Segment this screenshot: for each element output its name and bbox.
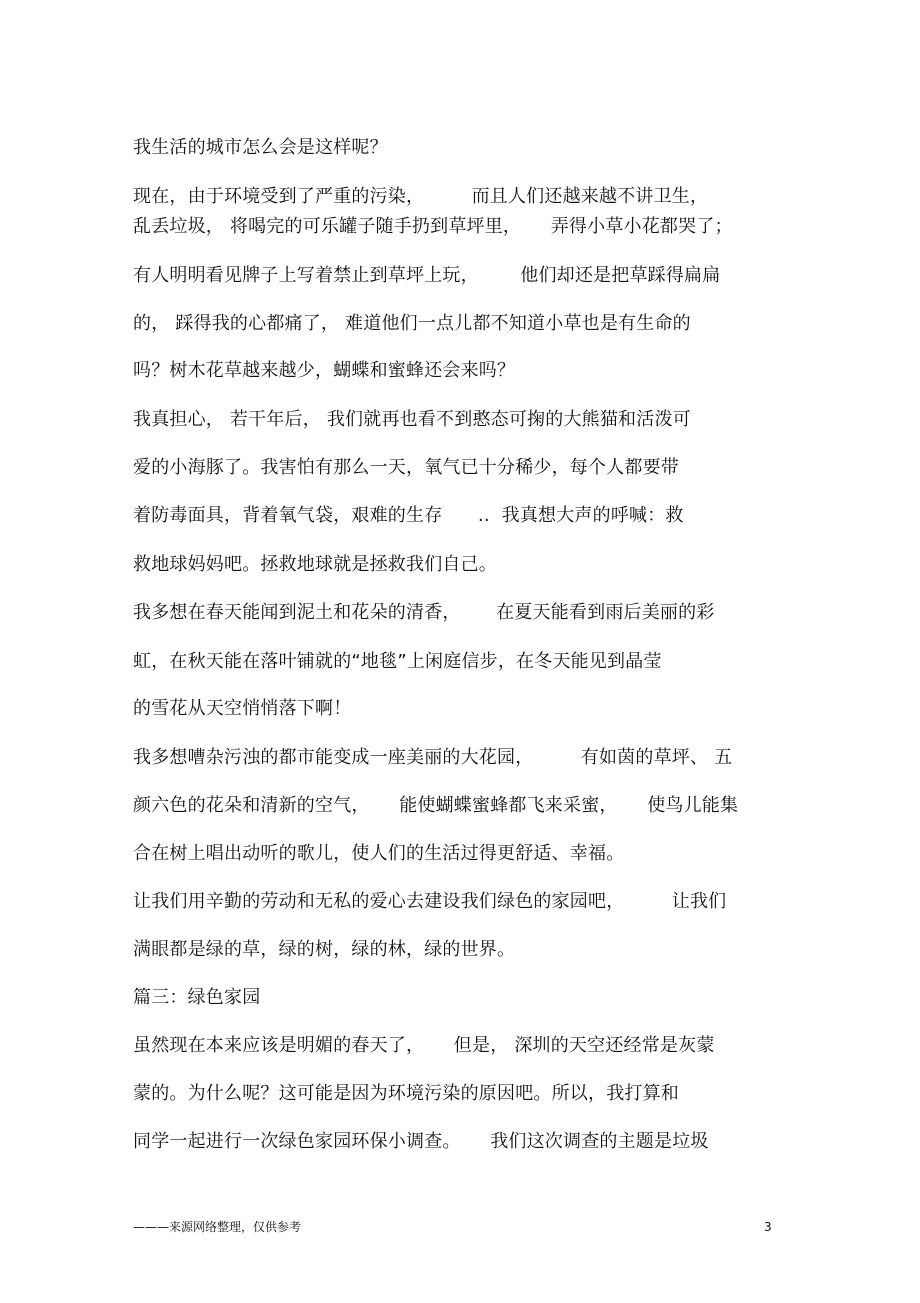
- text-line: 虹，在秋天能在落叶铺就的“地毯”上闲庭信步，在冬天能见到晶莹: [133, 651, 662, 672]
- text-line: 合在树上唱出动听的歌儿，使人们的生活过得更舒适、幸福。: [133, 843, 625, 864]
- text-line: 有人明明看见牌子上写着禁止到草坪上玩， 他们却还是把草踩得扁扁: [133, 265, 721, 286]
- text-line: 的， 踩得我的心都痛了， 难道他们一点儿都不知道小草也是有生命的: [133, 313, 691, 334]
- text-line: 让我们用辛勤的劳动和无私的爱心去建设我们绿色的家园吧， 让我们: [133, 891, 727, 912]
- section-heading: 篇三：绿色家园: [133, 987, 261, 1008]
- page-number: 3: [764, 1220, 772, 1234]
- text-line: 着防毒面具，背着氧气袋，艰难的生存 .. 我真想大声的呼喊：救: [133, 505, 684, 526]
- text-line: 蒙的。为什么呢？这可能是因为环境污染的原因吧。所以，我打算和: [133, 1083, 679, 1104]
- text-line: 我真担心， 若干年后， 我们就再也看不到憨态可掬的大熊猫和活泼可: [133, 409, 691, 430]
- text-line: 同学一起进行一次绿色家园环保小调查。 我们这次调查的主题是垃圾: [133, 1131, 709, 1152]
- text-line: 满眼都是绿的草，绿的树，绿的林，绿的世界。: [133, 939, 516, 960]
- text-line: 乱丢垃圾， 将喝完的可乐罐子随手扔到草坪里， 弄得小草小花都哭了；: [133, 216, 733, 237]
- text-line: 我多想在春天能闻到泥土和花朵的清香， 在夏天能看到雨后美丽的彩: [133, 602, 715, 623]
- text-line: 的雪花从天空悄悄落下啊！: [133, 698, 352, 719]
- text-line: 虽然现在本来应该是明媚的春天了， 但是， 深圳的天空还经常是灰蒙: [133, 1035, 715, 1056]
- text-line: 颜六色的花朵和清新的空气， 能使蝴蝶蜜蜂都飞来采蜜， 使鸟儿能集: [133, 795, 739, 816]
- text-line: 我生活的城市怎么会是这样呢？: [133, 137, 388, 158]
- footer-source-note: ———来源网络整理，仅供参考: [133, 1220, 302, 1234]
- text-line: 吗？树木花草越来越少，蝴蝶和蜜蜂还会来吗？: [133, 360, 516, 381]
- text-line: 爱的小海豚了。我害怕有那么一天，氧气已十分稀少，每个人都要带: [133, 457, 679, 478]
- text-line: 现在，由于环境受到了严重的污染， 而且人们还越来越不讲卫生，: [133, 186, 709, 207]
- text-line: 救地球妈妈吧。拯救地球就是拯救我们自己。: [133, 554, 497, 575]
- text-line: 我多想嘈杂污浊的都市能变成一座美丽的大花园， 有如茵的草坪、 五: [133, 747, 733, 768]
